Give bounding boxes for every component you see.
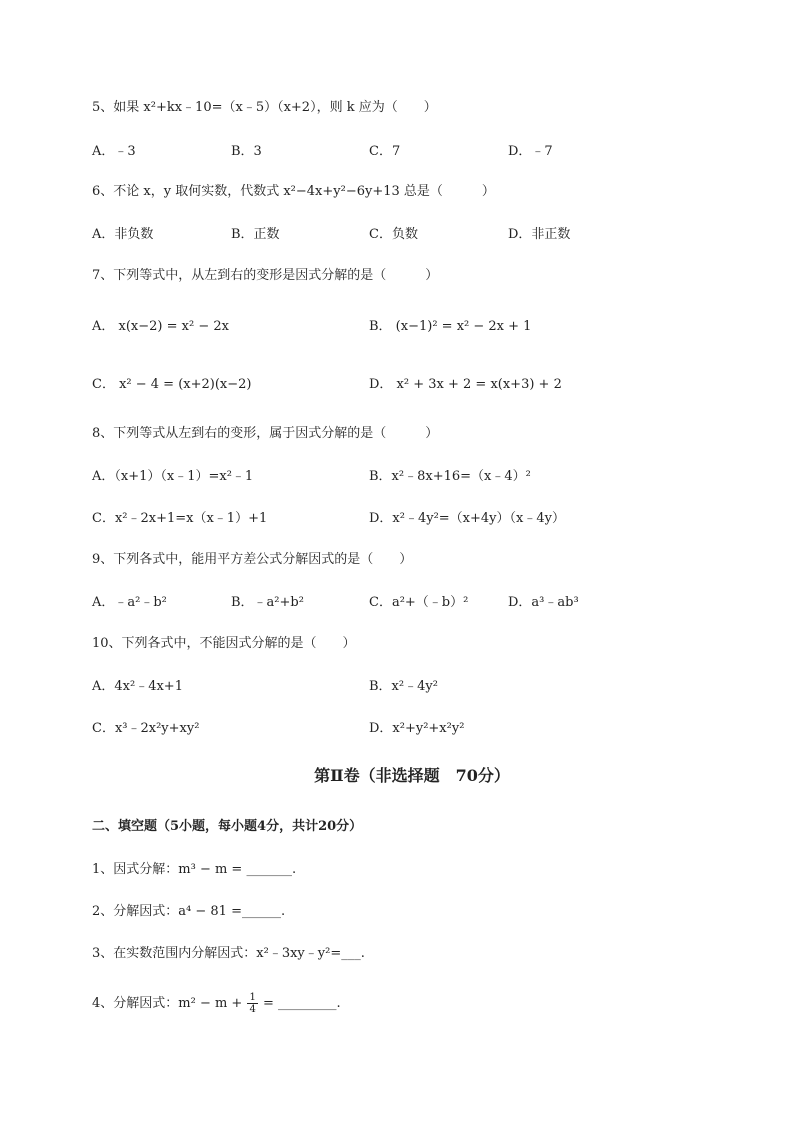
q9-option-c: C．a²+（﹣b）² bbox=[369, 595, 469, 610]
q7-option-b: B． (x−1)² = x² − 2x + 1 bbox=[369, 319, 532, 334]
question-8-stem: 8、下列等式从左到右的变形，属于因式分解的是（ ） bbox=[92, 426, 439, 441]
q7-option-a: A． x(x−2) = x² − 2x bbox=[92, 319, 229, 334]
q8-option-a: A．（x+1）（x﹣1）=x²﹣1 bbox=[92, 469, 254, 484]
q9-option-d: D．a³﹣ab³ bbox=[508, 595, 579, 610]
q9-option-a: A．﹣a²﹣b² bbox=[92, 595, 167, 610]
q5-option-c: C．7 bbox=[369, 144, 401, 159]
fill-question-4-prefix: 4、分解因式：m² − m + bbox=[92, 996, 243, 1011]
q6-option-d: D．非正数 bbox=[508, 227, 571, 242]
section-title: 第Ⅱ卷（非选择题 70分） bbox=[314, 766, 510, 785]
q10-option-a: A．4x²﹣4x+1 bbox=[92, 679, 183, 694]
fill-question-4-suffix: = _________. bbox=[262, 996, 341, 1011]
q10-option-d: D．x²+y²+x²y² bbox=[369, 721, 465, 736]
q10-option-b: B．x²﹣4y² bbox=[369, 679, 438, 694]
fill-question-3: 3、在实数范围内分解因式：x²﹣3xy﹣y²=___. bbox=[92, 946, 365, 961]
q10-option-c: C．x³﹣2x²y+xy² bbox=[92, 721, 200, 736]
question-6-stem: 6、不论 x，y 取何实数，代数式 x²−4x+y²−6y+13 总是（ ） bbox=[92, 184, 495, 199]
q8-option-d: D．x²﹣4y²=（x+4y）（x﹣4y） bbox=[369, 511, 565, 526]
fraction bbox=[247, 992, 257, 1015]
q9-option-b: B．﹣a²+b² bbox=[231, 595, 304, 610]
q6-option-b: B．正数 bbox=[231, 227, 280, 242]
q6-option-a: A．非负数 bbox=[92, 227, 154, 242]
fill-question-1: 1、因式分解：m³ − m = _______. bbox=[92, 862, 297, 877]
fill-question-2: 2、分解因式：a⁴ − 81 =______. bbox=[92, 904, 286, 919]
question-7-stem: 7、下列等式中，从左到右的变形是因式分解的是（ ） bbox=[92, 268, 439, 283]
fraction-numerator: 1 bbox=[249, 992, 256, 1003]
fill-question-4 bbox=[92, 992, 341, 1015]
q5-option-b: B．3 bbox=[231, 144, 262, 159]
q5-option-a: A．﹣3 bbox=[92, 144, 136, 159]
q5-option-d: D．﹣7 bbox=[508, 144, 553, 159]
fraction-denominator: 4 bbox=[249, 1004, 256, 1015]
question-10-stem: 10、下列各式中，不能因式分解的是（ ） bbox=[92, 636, 356, 651]
q7-option-c: C． x² − 4 = (x+2)(x−2) bbox=[92, 377, 252, 392]
q6-option-c: C．负数 bbox=[369, 227, 418, 242]
question-9-stem: 9、下列各式中，能用平方差公式分解因式的是（ ） bbox=[92, 552, 413, 567]
section-heading: 二、填空题（5小题，每小题4分，共计20分） bbox=[92, 819, 363, 834]
q8-option-c: C．x²﹣2x+1=x（x﹣1）+1 bbox=[92, 511, 268, 526]
question-5-stem: 5、如果 x²+kx﹣10=（x﹣5）（x+2），则 k 应为（ ） bbox=[92, 100, 437, 115]
q7-option-d: D． x² + 3x + 2 = x(x+3) + 2 bbox=[369, 377, 562, 392]
q8-option-b: B．x²﹣8x+16=（x﹣4）² bbox=[369, 469, 531, 484]
